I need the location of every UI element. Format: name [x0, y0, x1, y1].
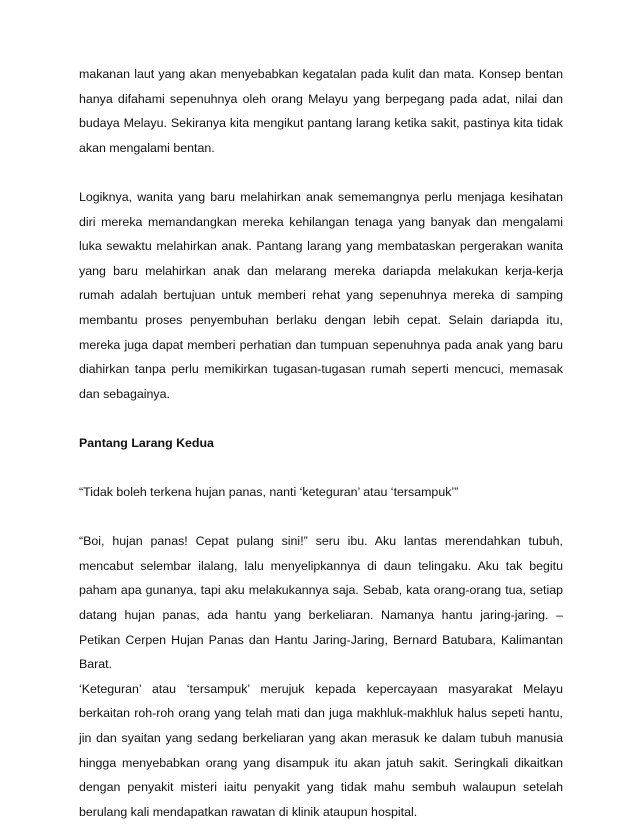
- text-line: dan sebagainya.: [79, 386, 170, 401]
- text-line: dengan penyakit misteri iaitu penyakit yang tidak mahu sembuh walaupun setelah: [79, 780, 563, 795]
- text-line: datang hujan panas, ada hantu yang berkeliaran. Namanya hantu jaring-jaring. –: [79, 608, 563, 623]
- paragraph-gap: [79, 505, 563, 530]
- paragraph-gap: [79, 406, 563, 431]
- section-heading: Pantang Larang Kedua: [79, 435, 214, 450]
- text-line: mereka juga dapat memberi perhatian dan tumpuan sepenuhnya pada anak yang baru: [79, 337, 563, 352]
- text-line: rumah adalah bertujuan untuk memberi rehat yang sepenuhnya mereka di samping: [79, 288, 563, 303]
- text-line: makanan laut yang akan menyebabkan kegatalan pada kulit dan mata. Konsep bentan: [79, 67, 563, 81]
- text-line: Barat.: [79, 657, 113, 672]
- text-line: berkaitan roh-roh orang yang telah mati dan juga makhluk-makhluk halus sepeti hantu,: [79, 706, 563, 721]
- text-line: diahirkan tanpa perlu memikirkan tugasan-tugasan rumah seperti mencuci, memasak: [79, 362, 563, 377]
- paragraph-bentan: [79, 62, 563, 160]
- text-line: membantu proses penyembuhan berlaku dengan lebih cepat. Selain dariapda itu,: [79, 312, 563, 327]
- text-line: yang baru melahirkan anak dan melarang mereka dariapda melakukan kerja-kerja: [79, 263, 563, 278]
- paragraph-gap: [79, 456, 563, 481]
- text-line: budaya Melayu. Sekiranya kita mengikut pantang larang ketika sakit, pastinya kita tidak: [79, 116, 563, 131]
- text-line: jin dan syaitan yang sedang berkeliaran yang akan merasuk ke dalam tubuh manusia: [79, 731, 563, 746]
- document-page: [79, 62, 563, 824]
- text-line: hingga menyebabkan orang yang disampuk itu akan jatuh sakit. Seringkali dikaitkan: [79, 755, 563, 770]
- text-line: “Boi, hujan panas! Cepat pulang sini!” seru ibu. Aku lantas merendahkan tubuh,: [79, 534, 563, 549]
- quote-line: “Tidak boleh terkena hujan panas, nanti ‘keteguran’ atau ‘tersampuk’”: [79, 485, 459, 500]
- text-line: mencabut selembar ilalang, lalu menyelipkannya di daun telingaku. Aku tak begitu: [79, 558, 563, 573]
- text-line: diri mereka memandangkan mereka kehilangan tenaga yang banyak dan mengalami: [79, 214, 563, 229]
- paragraph-gap: [79, 160, 563, 185]
- explanation-paragraph: [79, 677, 563, 825]
- text-line: berulang kali mendapatkan rawatan di klinik ataupun hospital.: [79, 804, 418, 819]
- text-line: Petikan Cerpen Hujan Panas dan Hantu Jaring-Jaring, Bernard Batubara, Kalimantan: [79, 632, 563, 647]
- text-line: hanya difahami sepenuhnya oleh orang Melayu yang berpegang pada adat, nilai dan: [79, 91, 563, 106]
- text-line: ‘Keteguran’ atau ‘tersampuk’ merujuk kepada kepercayaan masyarakat Melayu: [79, 681, 563, 696]
- text-line: Logiknya, wanita yang baru melahirkan anak sememangnya perlu menjaga kesihatan: [79, 189, 563, 204]
- paragraph-logiknya: [79, 185, 563, 406]
- text-line: paham apa gunanya, tapi aku melakukannya saja. Sebab, kata orang-orang tua, setiap: [79, 583, 563, 598]
- text-line: luka sewaktu melahirkan anak. Pantang larang yang membataskan pergerakan wanita: [79, 239, 563, 254]
- text-line: akan mengalami bentan.: [79, 140, 215, 155]
- excerpt-paragraph: [79, 529, 563, 677]
